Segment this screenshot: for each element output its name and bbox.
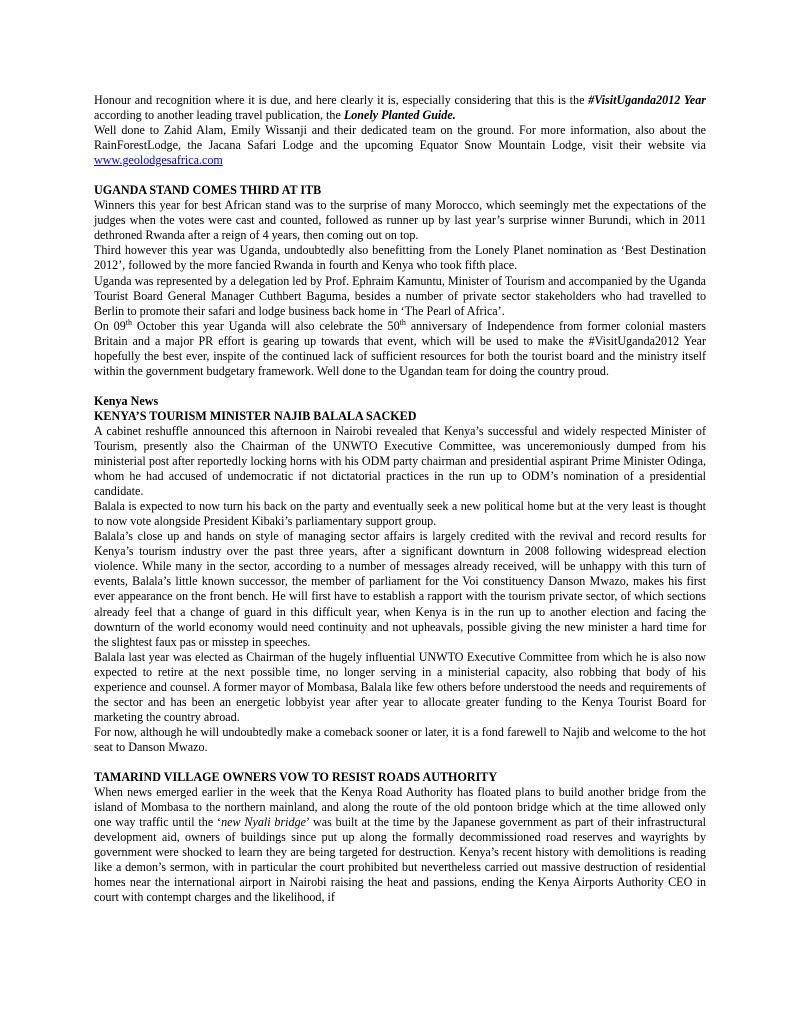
intro-paragraph-2: [94, 123, 706, 168]
uganda-paragraph-1: Winners this year for best African stand was to the surprise of many Morocco, which seemingly met the expectations of the judges when the votes were cast and counted, followed as runner up by last year’s surprise winner Burundi, which in 2011 dethroned Rwanda after a reign of 4 years, then coming out on top.: [94, 198, 706, 243]
guide-name: Lonely Planted Guide.: [343, 108, 456, 123]
uganda-heading: UGANDA STAND COMES THIRD AT ITB: [94, 183, 322, 198]
body-text: When news emerged earlier in the week that the Kenya Road Authority has floated plans to build another bridge from the island of Mombasa to the northern mainland, and along the route of the old pontoon bridge which at the time allowed only one way traffic until the ‘: [94, 785, 706, 830]
tamarind-heading: TAMARIND VILLAGE OWNERS VOW TO RESIST ROADS AUTHORITY: [94, 769, 498, 784]
kenya-heading: KENYA’S TOURISM MINISTER NAJIB BALALA SACKED: [94, 408, 417, 423]
tamarind-paragraph-1: [94, 785, 706, 905]
kenya-paragraph-1: A cabinet reshuffle announced this afternoon in Nairobi revealed that Kenya’s successful and widely respected Minister of Tourism, presently also the Chairman of the UNWTO Executive Committee, was unceremoniously dumped from his ministerial post after reportedly locking horns with his ODM party chairman and presidential aspirant Prime Minister Odinga, whom he had accused of undemocratic if not dictatorial practices in the run up to ODM’s nomination of a presidential candidate.: [94, 423, 706, 499]
bridge-name: new Nyali bridge: [221, 815, 306, 830]
uganda-paragraph-3: Uganda was represented by a delegation led by Prof. Ephraim Kamuntu, Minister of Tourism and accompanied by the Uganda Tourist Board General Manager Cuthbert Baguma, besides a number of private sector stakeholders who had travelled to Berlin to promote their safari and lodge business back home in ‘The Pearl of Africa’.: [94, 273, 706, 318]
kenya-section-title: Kenya News: [94, 393, 159, 408]
intro-paragraph-1: [94, 93, 706, 123]
intro-text: according to another leading travel publication, the: [94, 108, 344, 123]
uganda-paragraph-4: [94, 319, 706, 379]
body-text: October this year Uganda will also celebrate the 50: [132, 318, 400, 333]
body-text: On 09: [94, 318, 126, 333]
website-link[interactable]: www.geolodgesafrica.com: [94, 153, 223, 168]
kenya-paragraph-4: Balala last year was elected as Chairman of the hugely influential UNWTO Executive Committee from which he is also now expected to retire at the next possible time, no longer serving in a ministerial capacity, also robbing that body of his experience and counsel. A former mayor of Mombasa, Balala like few others before understood the needs and requirements of the sector and has been an energetic lobbyist year after year to allocate greater funding to the Kenya Tourist Board for marketing the country abroad.: [94, 649, 706, 724]
body-text: anniversary of Independence from former colonial masters Britain and a major PR effort is gearing up towards that event, which will be used to make the #VisitUganda2012 Year hopefully the best ever, inspite of the continued lack of sufficient resources for both the tourist board and the ministry itself within the government budgetary framework. Well done to the Ugandan team for doing the country proud.: [94, 318, 707, 378]
kenya-paragraph-3: Balala’s close up and hands on style of managing sector affairs is largely credited with the revival and record results for Kenya’s tourism industry over the past three years, after a significant downturn in 2008 following widespread election violence. While many in the sector, according to a number of messages already received, will be unhappy with this turn of events, Balala’s little known successor, the member of parliament for the Voi constituency Danson Mwazo, makes his first ever appearance on the front bench. He will first have to establish a rapport with the tourism private sector, of which sections already feel that a change of guard in this difficult year, when Kenya is in the run up to another election and facing the downturn of the world economy would need continuity and not upheavals, possible giving the new minister a hard time for the slightest faux pas or misstep in speeches.: [94, 529, 706, 649]
document-page: [94, 93, 706, 905]
intro-text: Honour and recognition where it is due, and here clearly it is, especially considering that this is the: [94, 93, 589, 107]
body-text: ’ was built at the time by the Japanese government as part of their infrastructural development aid, owners of buildings since put up along the formally decommissioned road reserves and wayrights by government were shocked to learn they are being targeted for destruction. Kenya’s recent history with demolitions is reading like a demon’s sermon, with in particular the court prohibited but nevertheless carried out massive destruction of residential homes near the international airport in Nairobi raising the heat and passions, ending the Kenya Airports Authority CEO in court with contempt charges and the likelihood, if: [94, 815, 706, 905]
hashtag-text: #VisitUganda2012 Year: [588, 93, 706, 107]
kenya-paragraph-5: For now, although he will undoubtedly make a comeback sooner or later, it is a fond farewell to Najib and welcome to the hot seat to Danson Mwazo.: [94, 724, 706, 754]
intro-text: Well done to Zahid Alam, Emily Wissanji and their dedicated team on the ground. For more information, also about the RainForestLodge, the Jacana Safari Lodge and the upcoming Equator Snow Mountain Lodge, visit their website via: [94, 123, 706, 153]
ordinal-suffix: th: [399, 317, 406, 327]
ordinal-suffix: th: [125, 317, 132, 327]
kenya-paragraph-2: Balala is expected to now turn his back on the party and eventually seek a new political home but at the very least is thought to now vote alongside President Kibaki’s parliamentary support group.: [94, 499, 706, 529]
uganda-paragraph-2: Third however this year was Uganda, undoubtedly also benefitting from the Lonely Planet nomination as ‘Best Destination 2012’, followed by the more fancied Rwanda in fourth and Kenya who took fifth place.: [94, 243, 706, 273]
